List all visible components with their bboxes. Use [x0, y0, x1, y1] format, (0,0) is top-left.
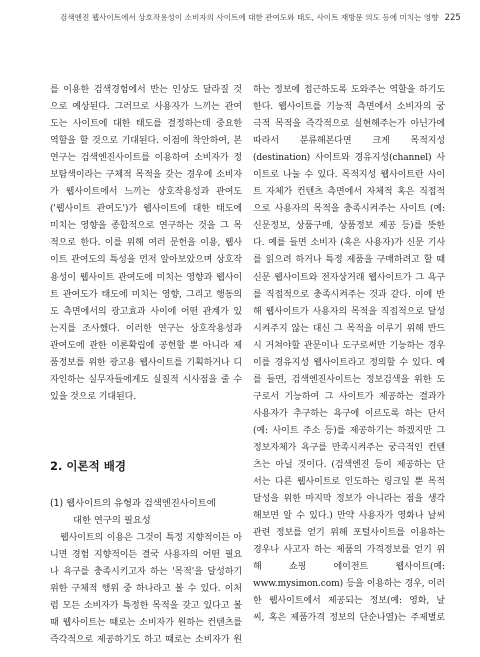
text-line: 이를 경유지성 웹사이트라고 정의할 수 있다. 예	[253, 357, 445, 368]
running-title: 검색엔진 웹사이트에서 상호작용성이 소비자의 사이트에 대한 관여도와 태도, 사이트 재방문 의도 등에 미치는 영향	[60, 13, 439, 22]
text-line: 를 들면, 검색엔진사이트는 정보검색을 위한 도	[253, 374, 445, 385]
text-line: 자인하는 실무자들에게도 실질적 시사점을 줄 수	[50, 374, 242, 385]
subsection-heading: (1) 웹사이트의 유형과 검색엔진사이트에	[50, 497, 216, 509]
text-line: 역할을 할 것으로 기대된다. 이점에 착안하여, 본	[50, 136, 242, 147]
text-line: 따라서 분류해본다면 크게 목적지성	[253, 136, 445, 147]
text-line: 럼 모든 소비자가 특정한 목적을 갖고 있다고 볼	[50, 601, 242, 612]
text-line: 으로 사용자의 목적을 충족시켜주는 사이트 (예:	[253, 204, 445, 215]
text-line: 트 자체가 컨텐츠 측면에서 자체적 혹은 직접적	[253, 187, 445, 198]
text-line: 한 웹사이트에서 제공되는 정보(예: 영화, 날	[253, 596, 445, 607]
text-line: 시 거쳐야할 관문이나 도구로써만 기능하는 경우	[253, 340, 445, 351]
text-line: 도 측면에서의 광고효과 사이에 어떤 관계가 있	[50, 306, 242, 317]
right-paragraph	[253, 82, 445, 628]
text-line: 이트 관여도의 특성을 먼저 알아보았으며 상호작	[50, 255, 242, 266]
text-line: 경우나 사고자 하는 제품의 가격정보를 얻기 위	[253, 545, 445, 556]
text-line: 미치는 영향을 종합적으로 연구하는 것을 그 목	[50, 221, 242, 232]
text-line: 를 읽으려 하거나 특정 제품을 구매하려고 할 때	[253, 255, 445, 266]
text-line: 보탐색이라는 구체적 목적을 갖는 경우에 소비자	[50, 170, 242, 181]
section-gap	[50, 406, 242, 456]
text-line: 니면 경험 지향적이든 결국 사용자의 어떤 필요	[50, 549, 242, 560]
text-line: 도는 사이트에 대한 태도를 결정하는데 중요한	[50, 119, 242, 130]
text-line: 씨, 혹은 제품가격 정보의 단순나열)는 주제별로	[253, 613, 445, 624]
text-line: 하는 정보에 접근하도록 도와주는 역할을 하기도	[253, 85, 445, 95]
text-line: 해보면 알 수 있다.) 만약 사용자가 영화나 날씨	[253, 511, 445, 522]
text-line: 신문 웹사이트와 전자상거래 웹사이트가 그 욕구	[253, 272, 445, 283]
text-line: 한다. 웹사이트를 기능적 측면에서 소비자의 궁	[253, 102, 445, 113]
text-line: 나 욕구를 충족시키고자 하는 '목적'을 달성하기	[50, 566, 242, 577]
text-line: 용성이 웹사이트 관여도에 미치는 영향과 웹사이	[50, 272, 242, 283]
text-line: 시켜주지 않는 대신 그 목적을 이루기 위해 반드	[253, 323, 445, 334]
text-line: 서는 다른 웹사이트로 인도하는 링크일 뿐 목적	[253, 477, 445, 488]
text-line: 위한 구체적 행위 중 하나라고 볼 수 있다. 이처	[50, 584, 242, 595]
text-line: 를 이용한 검색경험에서 반는 인상도 달라질 것	[50, 85, 242, 95]
text-line: 이트로 나눌 수 있다. 목적지성 웹사이트란 사이	[253, 170, 445, 181]
text-line: 사용자가 추구하는 욕구에 이르도록 하는 단서	[253, 408, 445, 419]
text-line: 연구는 검색엔진사이트를 이용하여 소비자가 정	[50, 153, 242, 164]
text-line: 는지를 조사했다. 이러한 연구는 상호작용성과	[50, 323, 242, 334]
text-line: 극적 목적을 즉각적으로 실현해주는가 아닌가에	[253, 119, 445, 130]
text-line: 적으로 한다. 이를 위해 여러 문헌을 이용, 웹사	[50, 238, 242, 249]
text-line: 품정보를 위한 광고용 웹사이트를 기획하거나 디	[50, 357, 242, 368]
text-line: 때 웹사이트는 때로는 소비자가 원하는 컨텐츠를	[50, 618, 242, 629]
text-line: 으로 예상된다. 그러므로 사용자가 느끼는 관여	[50, 102, 242, 113]
text-line: 를 직접적으로 충족시켜주는 것과 같다. 이에 반	[253, 289, 445, 300]
text-line: (예: 사이트 주소 등)를 제공하기는 하겠지만 그	[253, 425, 445, 436]
text-line: 가 웹사이트에서 느끼는 상호작용성과 관여도	[50, 187, 242, 198]
text-line: 정보자체가 욕구를 만족시켜주는 궁극적인 컨텐	[253, 442, 445, 453]
text-line: 츠는 아닐 것이다. (검색엔진 등이 제공하는 단	[253, 460, 445, 471]
text-line: 관여도에 관한 이론확립에 공헌할 뿐 아니라 제	[50, 340, 242, 351]
text-line: 달성을 위한 마지막 정보가 아니라는 점을 생각	[253, 494, 445, 505]
text-line: (destination) 사이트와 경유지성(channel) 사	[253, 153, 445, 164]
text-line: www.mysimon.com) 등을 이용하는 경우, 이러	[253, 579, 445, 590]
page-number: 225	[444, 13, 461, 23]
text-line: 해 웹사이트가 사용자의 목적을 직접적으로 달성	[253, 306, 445, 317]
text-line: 트 관여도가 태도에 미치는 영향, 그리고 행동의	[50, 289, 242, 300]
section-heading: 2. 이론적 배경	[50, 458, 126, 473]
text-line: 구로서 기능하여 그 사이트가 제공하는 결과가	[253, 391, 445, 402]
text-line: 신문정보, 상품구매, 상품정보 제공 등)를 뜻한	[253, 221, 445, 232]
running-header	[60, 12, 461, 23]
body-paragraph	[50, 530, 242, 649]
text-line: 웹사이트의 이용은 그것이 특정 지향적이든 아	[60, 532, 242, 543]
intro-paragraph	[50, 82, 242, 406]
right-column	[253, 82, 445, 628]
text-line: ('웹사이트 관여도')가 웹사이트에 대한 태도에	[50, 204, 242, 215]
left-column	[50, 82, 242, 649]
text-line: 관련 정보를 얻기 위해 포털사이트를 이용하는	[253, 528, 445, 539]
text-line: 있을 것으로 기대된다.	[50, 391, 137, 402]
subsection-heading-continued: 대한 연구의 필요성	[73, 515, 151, 527]
text-line: 다. 예를 들면 소비자 (혹은 사용자)가 신문 기사	[253, 238, 445, 249]
text-line: 해 쇼핑 에이전트 웹사이트(예:	[253, 562, 445, 573]
text-line: 즉각적으로 제공하기도 하고 때로는 소비자가 원	[50, 635, 242, 646]
